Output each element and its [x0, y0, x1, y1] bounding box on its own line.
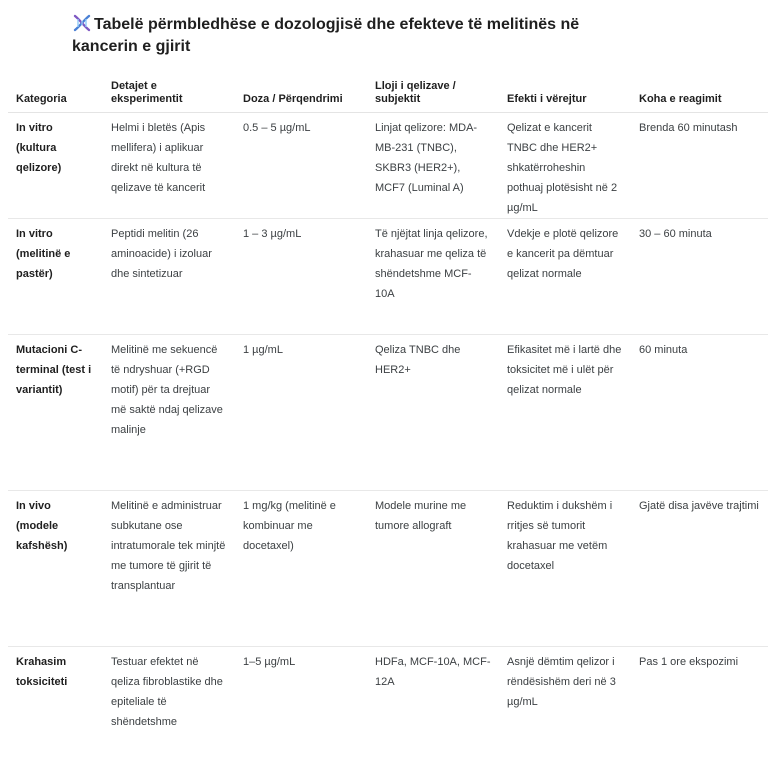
cell-effect: Reduktim i dukshëm i rritjes së tumorit krahasuar me vetëm docetaxel [499, 491, 631, 647]
table-row [8, 647, 768, 772]
cell-details: Peptidi melitin (26 aminoacide) i izoluar dhe sintetizuar [103, 219, 235, 335]
cell-effect: Efikasitet më i lartë dhe toksicitet më i ulët për qelizat normale [499, 335, 631, 491]
table-row [8, 113, 768, 219]
cell-dose: 0.5 – 5 µg/mL [235, 113, 367, 219]
cell-cells: Qeliza TNBC dhe HER2+ [367, 335, 499, 491]
cell-category: In vitro (kultura qelizore) [8, 113, 103, 219]
cell-dose: 1–5 µg/mL [235, 647, 367, 772]
cell-dose: 1 mg/kg (melitinë e kombinuar me docetaxel) [235, 491, 367, 647]
cell-effect: Asnjë dëmtim qelizor i rëndësishëm deri në 3 µg/mL [499, 647, 631, 772]
header-cells: Lloji i qelizave / subjektit [367, 64, 499, 113]
dosage-summary-table [8, 64, 768, 772]
cell-cells: HDFa, MCF-10A, MCF-12A [367, 647, 499, 772]
table-row [8, 219, 768, 335]
cell-category: Mutacioni C-terminal (test i variantit) [8, 335, 103, 491]
cell-time: Pas 1 ore ekspozimi [631, 647, 768, 772]
cell-dose: 1 µg/mL [235, 335, 367, 491]
header-row [8, 64, 768, 113]
cell-details: Helmi i bletës (Apis mellifera) i aplikuar direkt në kultura të qelizave të kancerit [103, 113, 235, 219]
cell-effect: Qelizat e kancerit TNBC dhe HER2+ shkatërroheshin pothuaj plotësisht në 2 µg/mL [499, 113, 631, 219]
cell-time: 30 – 60 minuta [631, 219, 768, 335]
cell-cells: Modele murine me tumore allograft [367, 491, 499, 647]
dna-icon [72, 14, 92, 32]
cell-cells: Të njëjtat linja qelizore, krahasuar me qeliza të shëndetshme MCF-10A [367, 219, 499, 335]
cell-category: Krahasim toksiciteti [8, 647, 103, 772]
header-effect: Efekti i vërejtur [499, 64, 631, 113]
cell-category: In vitro (melitinë e pastër) [8, 219, 103, 335]
header-time: Koha e reagimit [631, 64, 768, 113]
cell-category: In vivo (modele kafshësh) [8, 491, 103, 647]
cell-details: Melitinë me sekuencë të ndryshuar (+RGD motif) për ta drejtuar më saktë ndaj qelizave malinje [103, 335, 235, 491]
cell-effect: Vdekje e plotë qelizore e kancerit pa dëmtuar qelizat normale [499, 219, 631, 335]
cell-details: Melitinë e administruar subkutane ose intratumorale tek minjtë me tumore të gjirit të transplantuar [103, 491, 235, 647]
table-row [8, 335, 768, 491]
cell-details: Testuar efektet në qeliza fibroblastike dhe epiteliale të shëndetshme [103, 647, 235, 772]
header-category: Kategoria [8, 64, 103, 113]
cell-time: 60 minuta [631, 335, 768, 491]
title-text: Tabelë përmbledhëse e dozologjisë dhe efekteve të melitinës në kancerin e gjirit [72, 16, 579, 55]
cell-dose: 1 – 3 µg/mL [235, 219, 367, 335]
table-row [8, 491, 768, 647]
page-title [72, 14, 632, 58]
cell-time: Gjatë disa javëve trajtimi [631, 491, 768, 647]
cell-cells: Linjat qelizore: MDA-MB-231 (TNBC), SKBR3 (HER2+), MCF7 (Luminal A) [367, 113, 499, 219]
cell-time: Brenda 60 minutash [631, 113, 768, 219]
header-dose: Doza / Përqendrimi [235, 64, 367, 113]
header-details: Detajet e eksperimentit [103, 64, 235, 113]
